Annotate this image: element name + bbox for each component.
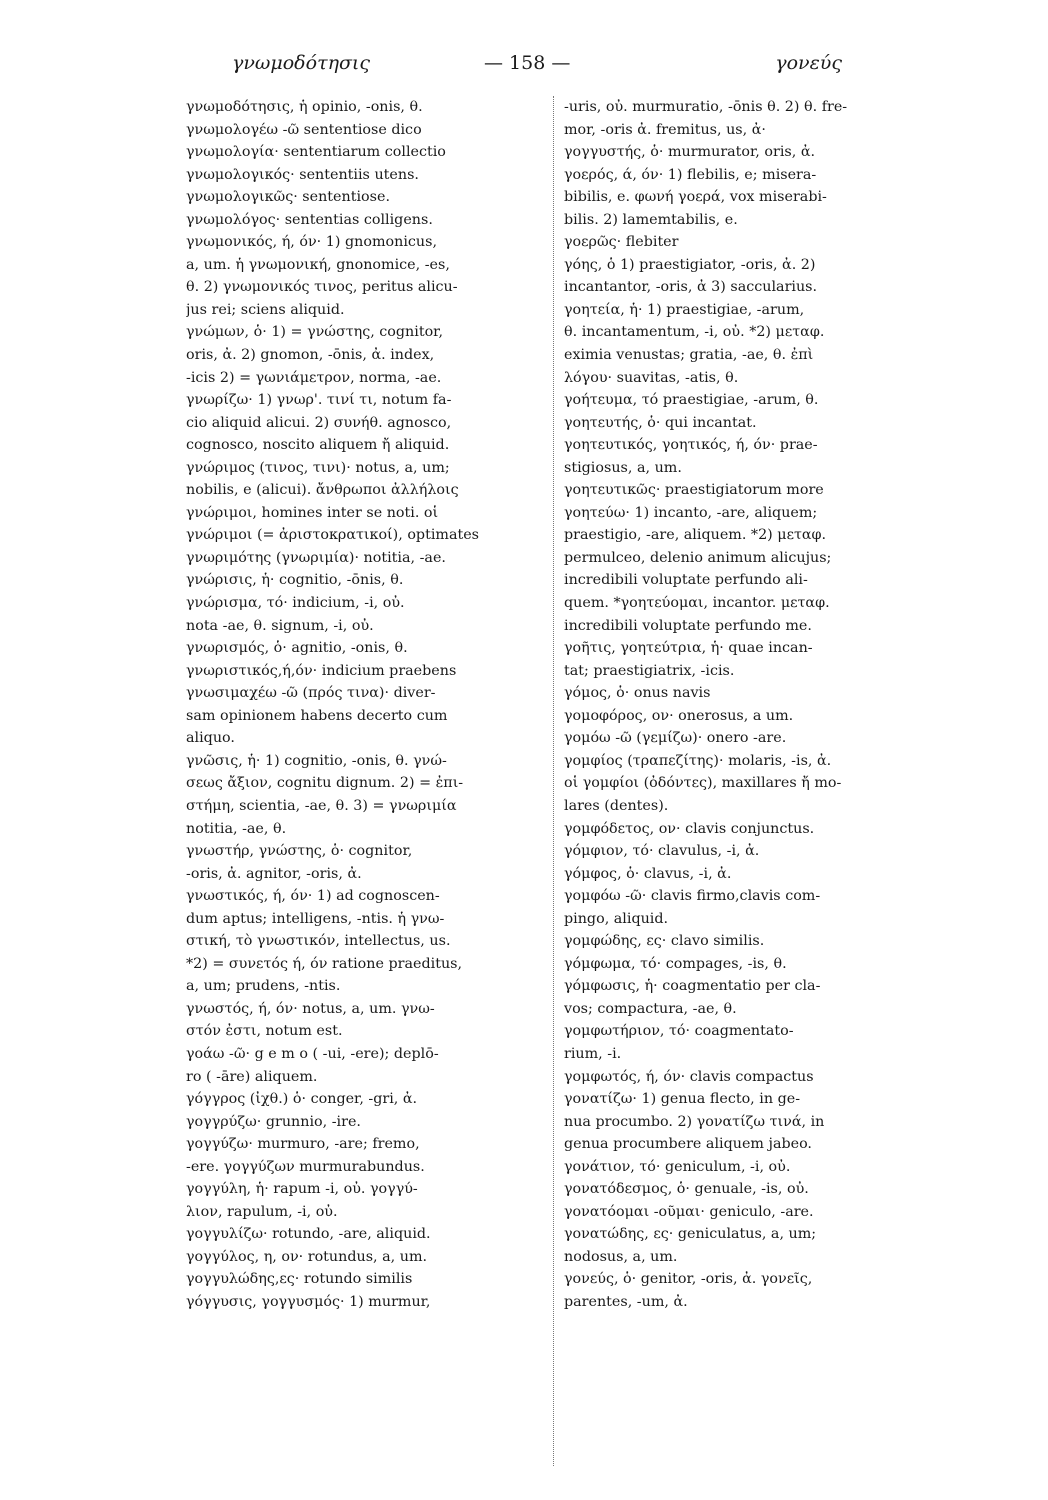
entry-line: γνωμολόγος· sententias colligens. xyxy=(186,211,433,228)
entry-line: σεως ἄξιον, cognitu dignum. 2) = ἐπι- xyxy=(186,775,464,792)
entry-line: γογγυλώδης,ες· rotundo similis xyxy=(186,1271,413,1288)
entry-line: γονάτιον, τό· geniculum, -i, οὐ. xyxy=(564,1158,791,1175)
entry-line: οἱ γομφίοι (ὀδόντες), maxillares ἤ mo- xyxy=(564,775,842,792)
entry-line: parentes, -um, ἀ. xyxy=(564,1293,688,1310)
entry-line: tat; praestigiatrix, -icis. xyxy=(564,662,735,679)
entry-line: nodosus, a, um. xyxy=(564,1248,678,1265)
entry-line: bilis. 2) lamemtabilis, e. xyxy=(564,211,738,228)
entry-line: στική, τὸ γνωστικόν, intellectus, us. xyxy=(186,933,451,950)
entry-line: γογγυλίζω· rotundo, -are, aliquid. xyxy=(186,1226,431,1243)
entry-line: γνώρισις, ἡ· cognitio, -ōnis, θ. xyxy=(186,572,404,589)
entry-line: genua procumbere aliquem jabeo. xyxy=(564,1136,812,1153)
entry-line: γονατίζω· 1) genua flecto, in ge- xyxy=(564,1091,801,1108)
entry-line: γομφωτός, ή, όν· clavis compactus xyxy=(564,1068,814,1085)
entry-line: *2) = συνετός ή, όν ratione praeditus, xyxy=(186,955,463,972)
entry-line: γνωστικός, ή, όν· 1) ad cognoscen- xyxy=(186,888,440,905)
entry-line: γνῶσις, ἡ· 1) cognitio, -onis, θ. γνώ- xyxy=(186,752,447,769)
entry-line: γνωμολογικῶς· sententiose. xyxy=(186,189,390,206)
entry-line: γνωρίζω· 1) γνωρ'. τινί τι, notum fa- xyxy=(186,392,452,409)
entry-line: γόμφος, ὁ· clavus, -i, ἀ. xyxy=(564,865,732,882)
entry-line: γνωστός, ή, όν· notus, a, um. γνω- xyxy=(186,1000,435,1017)
entry-line: γνωστήρ, γνώστης, ὁ· cognitor, xyxy=(186,843,413,860)
entry-line: γόγγυσις, γογγυσμός· 1) murmur, xyxy=(186,1293,431,1310)
entry-line: λιον, rapulum, -i, οὐ. xyxy=(186,1203,338,1220)
entry-line: γοητευτικός, γοητικός, ή, όν· prae- xyxy=(564,437,818,454)
entry-line: aliquo. xyxy=(186,730,235,747)
entry-line: γογγύλη, ἡ· rapum -i, οὐ. γογγύ- xyxy=(186,1181,418,1198)
entry-line: γοερός, ά, όν· 1) flebilis, e; misera- xyxy=(564,166,817,183)
entry-line: incredibili voluptate perfundo me. xyxy=(564,617,812,634)
entry-line: γοητεύω· 1) incanto, -are, aliquem; xyxy=(564,504,818,521)
entry-line: γνώμων, ὁ· 1) = γνώστης, cognitor, xyxy=(186,324,443,341)
entry-line: a, um. ἡ γνωμονική, gnonomice, -es, xyxy=(186,256,450,273)
entry-line: γοάω -ῶ· g e m o ( -ui, -ere); deplō- xyxy=(186,1045,439,1062)
entry-line: -icis 2) = γωνιάμετρον, norma, -ae. xyxy=(186,369,442,386)
entry-line: γομφίος (τραπεζίτης)· molaris, -is, ἀ. xyxy=(564,752,832,769)
entry-line: γογγύλος, η, ον· rotundus, a, um. xyxy=(186,1248,428,1265)
entry-line: stigiosus, a, um. xyxy=(564,459,682,476)
entry-line: γνωρισμός, ὁ· agnitio, -onis, θ. xyxy=(186,640,408,657)
entry-line: γόμφιον, τό· clavulus, -i, ἀ. xyxy=(564,843,760,860)
entry-line: γνώριμοι, homines inter se noti. οἱ xyxy=(186,504,439,521)
entry-line: γομοφόρος, ον· onerosus, a um. xyxy=(564,707,794,724)
entry-line: jus rei; sciens aliquid. xyxy=(186,301,345,318)
entry-line: permulceo, delenio animum alicujus; xyxy=(564,549,832,566)
entry-line: γομφώδης, ες· clavo similis. xyxy=(564,933,765,950)
entry-line: mor, -oris ἀ. fremitus, us, ἀ· xyxy=(564,121,766,138)
entry-line: γοῆτις, γοητεύτρια, ἡ· quae incan- xyxy=(564,640,813,657)
entry-line: γοητεία, ἡ· 1) praestigiae, -arum, xyxy=(564,301,805,318)
column-divider xyxy=(553,96,554,1466)
entry-line: γομφωτήριον, τό· coagmentato- xyxy=(564,1023,794,1040)
entry-line: γνώρισμα, τό· indicium, -i, οὐ. xyxy=(186,595,405,612)
entry-line: praestigio, -are, aliquem. *2) μεταφ. xyxy=(564,527,827,544)
entry-line: γόμφωσις, ἡ· coagmentatio per cla- xyxy=(564,978,821,995)
entry-line: γνωμολογία· sententiarum collectio xyxy=(186,144,446,161)
entry-line: γόγγρος (ἰχθ.) ὁ· conger, -gri, ἀ. xyxy=(186,1091,418,1108)
entry-line: γομόω -ῶ (γεμίζω)· onero -are. xyxy=(564,730,787,747)
entry-line: nua procumbo. 2) γονατίζω τινά, in xyxy=(564,1113,825,1130)
entry-line: incredibili voluptate perfundo ali- xyxy=(564,572,808,589)
entry-line: γονατώδης, ες· geniculatus, a, um; xyxy=(564,1226,817,1243)
entry-line: bibilis, e. φωνή γοερά, vox miserabi- xyxy=(564,189,827,206)
entry-line: eximia venustas; gratia, -ae, θ. ἐπὶ xyxy=(564,347,814,364)
header-first-entry: γνωμοδότησις xyxy=(232,52,371,74)
entry-line: γογγρύζω· grunnio, -ire. xyxy=(186,1113,361,1130)
entry-line: γοερῶς· flebiter xyxy=(564,234,679,251)
entry-line: λόγου· suavitas, -atis, θ. xyxy=(564,369,739,386)
page-header xyxy=(232,52,842,80)
entry-line: στόν ἐστι, notum est. xyxy=(186,1023,343,1040)
entry-line: γόμος, ὁ· onus navis xyxy=(564,685,711,702)
entry-line: γογγυστής, ὁ· murmurator, oris, ἀ. xyxy=(564,144,816,161)
entry-line: γόης, ὁ 1) praestigiator, -oris, ἀ. 2) xyxy=(564,256,816,273)
entry-line: γόμφωμα, τό· compages, -is, θ. xyxy=(564,955,787,972)
entry-line: γνωμονικός, ή, όν· 1) gnomonicus, xyxy=(186,234,437,251)
entry-line: vos; compactura, -ae, θ. xyxy=(564,1000,737,1017)
entry-line: γονατόομαι -οῦμαι· geniculo, -are. xyxy=(564,1203,814,1220)
entry-line: γνωριμότης (γνωριμία)· notitia, -ae. xyxy=(186,549,446,566)
entry-line: θ. 2) γνωμονικός τινος, peritus alicu- xyxy=(186,279,458,296)
entry-line: pingo, aliquid. xyxy=(564,910,669,927)
entry-line: nobilis, e (alicui). ἄνθρωποι ἀλλήλοις xyxy=(186,482,459,499)
entry-line: γνωσιμαχέω -ῶ (πρός τινα)· diver- xyxy=(186,685,436,702)
entry-line: γνωριστικός,ή,όν· indicium praebens xyxy=(186,662,457,679)
entry-line: -oris, ἀ. agnitor, -oris, ἀ. xyxy=(186,865,362,882)
entry-line: θ. incantamentum, -i, οὐ. *2) μεταφ. xyxy=(564,324,825,341)
entry-line: a, um; prudens, -ntis. xyxy=(186,978,341,995)
entry-line: γοητευτής, ὁ· qui incantat. xyxy=(564,414,757,431)
entry-line: γνωμολογικός· sententiis utens. xyxy=(186,166,419,183)
entry-line: nota -ae, θ. signum, -i, οὐ. xyxy=(186,617,374,634)
entry-line: γνώριμοι (= ἀριστοκρατικοί), optimates xyxy=(186,527,480,544)
entry-line: γνωμολογέω -ῶ sententiose dico xyxy=(186,121,422,138)
entry-line: γνωμοδότησις, ἡ opinio, -onis, θ. xyxy=(186,99,423,115)
entry-line: γομφόδετος, ον· clavis conjunctus. xyxy=(564,820,815,837)
left-column xyxy=(186,96,546,1476)
entry-line: rium, -i. xyxy=(564,1045,622,1062)
entry-line: quem. *γοητεύομαι, incantor. μεταφ. xyxy=(564,595,830,612)
entry-line: incantantor, -oris, ἀ 3) saccularius. xyxy=(564,279,818,296)
entry-line: sam opinionem habens decerto cum xyxy=(186,707,448,724)
entry-line: γοητευτικῶς· praestigiatorum more xyxy=(564,482,824,499)
entry-line: notitia, -ae, θ. xyxy=(186,820,287,837)
entry-line: dum aptus; intelligens, -ntis. ἡ γνω- xyxy=(186,910,445,927)
entry-line: στήμη, scientia, -ae, θ. 3) = γνωριμία xyxy=(186,797,457,814)
entry-line: γογγύζω· murmuro, -are; fremo, xyxy=(186,1136,420,1153)
entry-line: γονεύς, ὁ· genitor, -oris, ἀ. γονεῖς, xyxy=(564,1271,813,1288)
entry-line: lares (dentes). xyxy=(564,797,669,814)
header-last-entry: γονεύς xyxy=(775,52,842,74)
right-column xyxy=(564,96,946,1476)
entry-line: cognosco, noscito aliquem ἤ aliquid. xyxy=(186,437,450,454)
entry-line: γοήτευμα, τό praestigiae, -arum, θ. xyxy=(564,392,819,409)
entry-line: ro ( -āre) aliquem. xyxy=(186,1068,318,1085)
entry-line: oris, ἀ. 2) gnomon, -ōnis, ἀ. index, xyxy=(186,347,435,364)
entry-line: γονατόδεσμος, ὁ· genuale, -is, οὐ. xyxy=(564,1181,809,1198)
entry-line: -ere. γογγύζων murmurabundus. xyxy=(186,1158,425,1175)
entry-line: -uris, οὐ. murmuratio, -ōnis θ. 2) θ. fre- xyxy=(564,99,848,115)
entry-line: γομφόω -ῶ· clavis firmo,clavis com- xyxy=(564,888,821,905)
entry-line: cio aliquid alicui. 2) συνήθ. agnosco, xyxy=(186,414,452,431)
entry-line: γνώριμος (τινος, τινι)· notus, a, um; xyxy=(186,459,450,476)
page-number: — 158 — xyxy=(484,52,571,74)
